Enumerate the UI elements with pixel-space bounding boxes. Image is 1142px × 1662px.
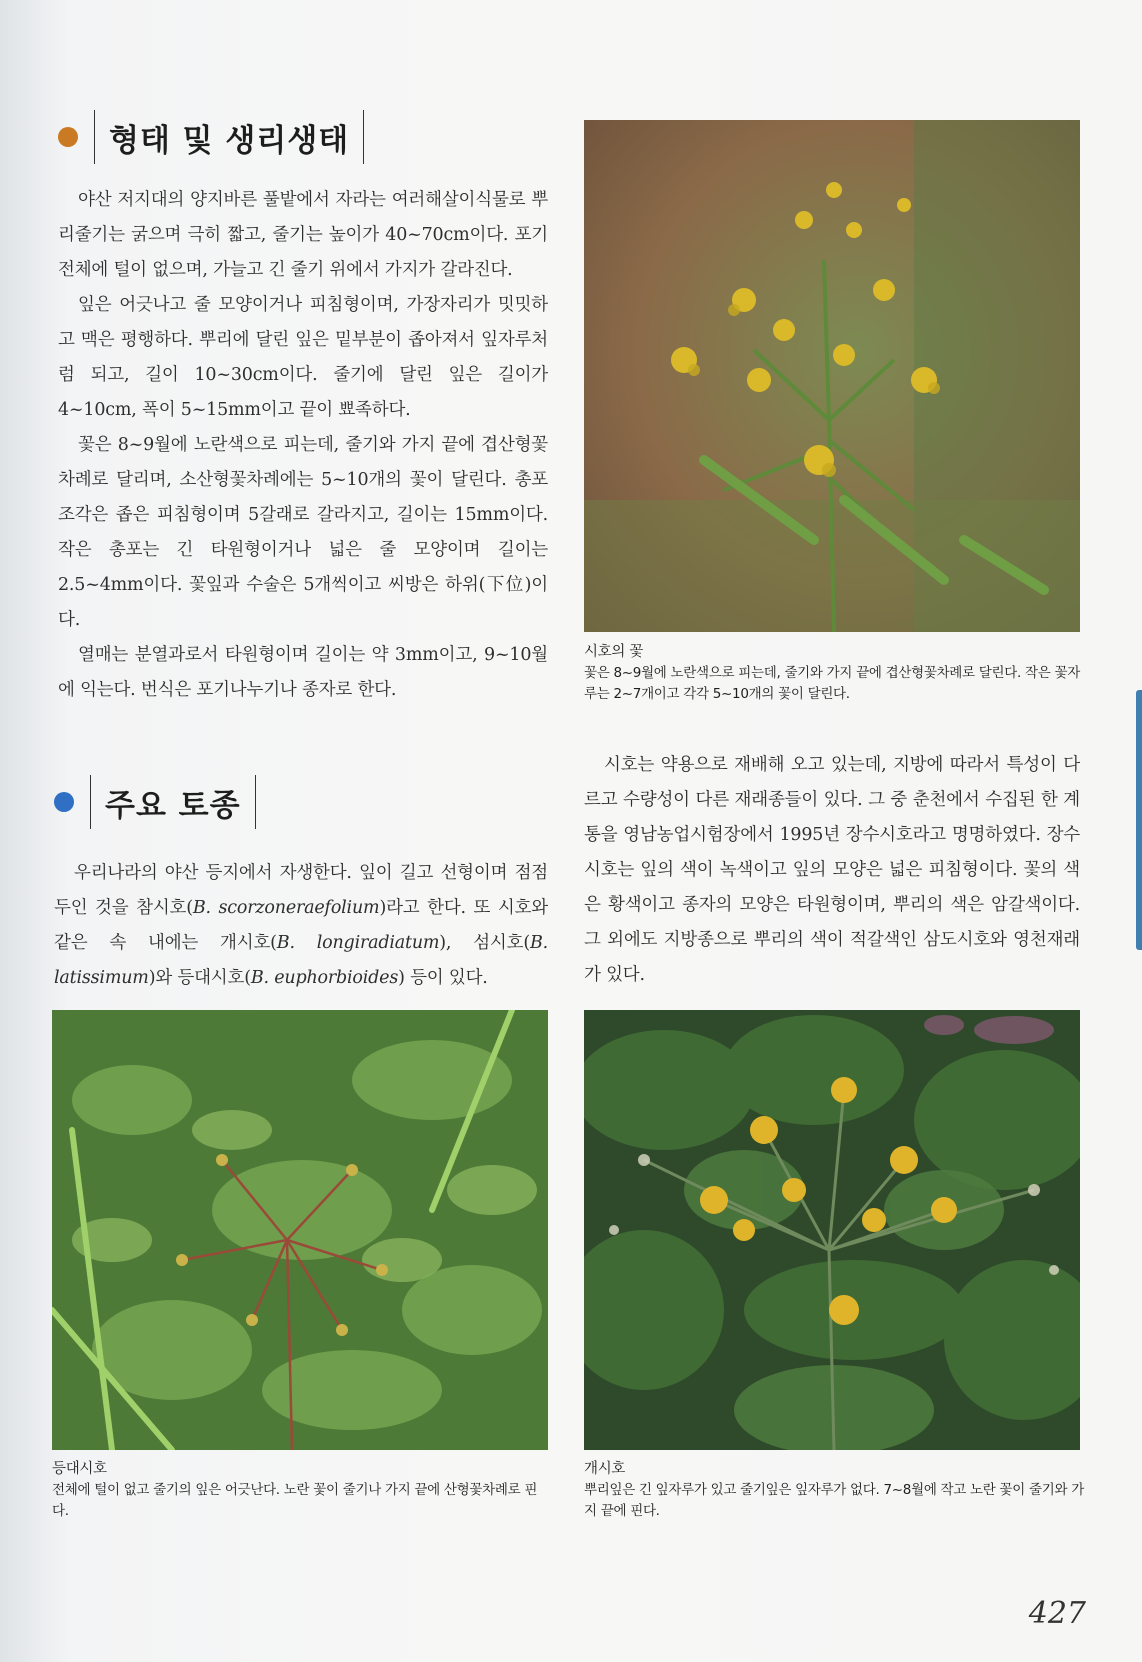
section-title: 주요 토종 bbox=[105, 787, 241, 824]
paragraph: 잎은 어긋나고 줄 모양이거나 피침형이며, 가장자리가 밋밋하고 맥은 평행하다. 뿌리에 달린 잎은 밑부분이 좁아져서 잎자루처럼 되고, 길이 10~30cm이다. 줄기에 달린 잎은 길이가 4~10cm, 폭이 5~15mm이고 끝이 뾰족하다. bbox=[58, 295, 548, 420]
caption-title: 개시호 bbox=[584, 1461, 626, 1477]
heading-divider bbox=[255, 775, 256, 829]
section-title: 형태 및 생리생태 bbox=[109, 122, 350, 159]
section-heading-morphology bbox=[58, 108, 364, 166]
caption-title: 등대시호 bbox=[52, 1461, 107, 1477]
photo-bupleurum-flower bbox=[584, 120, 1080, 632]
caption-deungdae-siho bbox=[52, 1459, 552, 1522]
text-run: ), 섬시호( bbox=[439, 933, 530, 953]
text-run: )와 등대시호( bbox=[148, 968, 251, 988]
photo-gae-siho bbox=[584, 1010, 1080, 1450]
paragraph bbox=[54, 856, 548, 996]
page-number: 427 bbox=[1028, 1596, 1086, 1631]
paragraph: 열매는 분열과로서 타원형이며 길이는 약 3mm이고, 9~10월에 익는다. 번식은 포기나누기나 종자로 한다. bbox=[58, 645, 548, 700]
scientific-name: B. longiradiatum bbox=[276, 933, 440, 953]
orange-bullet-icon bbox=[58, 127, 78, 147]
chapter-edge-tab bbox=[1136, 690, 1142, 950]
text-run: 우리나라의 야산 등지에서 자생한다. 잎이 길고 선형이며 점점두인 것을 참시호( bbox=[54, 863, 548, 918]
cultivar-body bbox=[584, 748, 1080, 993]
scientific-name: B. scorzoneraefolium bbox=[192, 898, 380, 918]
native-varieties-body bbox=[54, 856, 548, 996]
paragraph: 야산 저지대의 양지바른 풀밭에서 자라는 여러해살이식물로 뿌리줄기는 굵으며 극히 짧고, 줄기는 높이가 40~70cm이다. 포기 전체에 털이 없으며, 가늘고 긴 줄기 위에서 가지가 갈라진다. bbox=[58, 190, 548, 280]
photo-deungdae-siho bbox=[52, 1010, 548, 1450]
paragraph: 꽃은 8~9월에 노란색으로 피는데, 줄기와 가지 끝에 겹산형꽃차례로 달리며, 소산형꽃차례에는 5~10개의 꽃이 달린다. 총포조각은 좁은 피침형이며 5갈래로 갈라지고, 길이는 15mm이다. 작은 총포는 긴 타원형이거나 넓은 줄 모양이며 길이는 2.5~4mm이다. 꽃잎과 수술은 5개씩이고 씨방은 하위(下位)이다. bbox=[58, 435, 548, 630]
scientific-name: B. latissimum bbox=[54, 933, 548, 988]
text-run: ) 등이 있다. bbox=[398, 968, 488, 988]
morphology-body bbox=[58, 183, 548, 708]
caption-gae-siho bbox=[584, 1459, 1084, 1522]
caption-text: 뿌리잎은 긴 잎자루가 있고 줄기잎은 잎자루가 없다. 7~8월에 작고 노란 꽃이 줄기와 가지 끝에 핀다. bbox=[584, 1482, 1084, 1519]
heading-divider bbox=[363, 110, 364, 164]
text-run: )라고 한다. 또 시호와 같은 속 내에는 개시호( bbox=[54, 898, 549, 953]
caption-title: 시호의 꽃 bbox=[584, 644, 644, 660]
paragraph: 시호는 약용으로 재배해 오고 있는데, 지방에 따라서 특성이 다르고 수량성이 다른 재래종들이 있다. 그 중 춘천에서 수집된 한 계통을 영남농업시험장에서 1995년 장수시호라고 명명하였다. 장수시호는 잎의 색이 녹색이고 잎의 모양은 넓은 피침형이다. 꽃의 색은 황색이고 종자의 모양은 타원형이며, 뿌리의 색은 암갈색이다. 그 외에도 지방종으로 뿌리의 색이 적갈색인 삼도시호와 영천재래가 있다. bbox=[584, 755, 1080, 985]
scientific-name: B. euphorbioides bbox=[250, 968, 399, 988]
section-heading-native-varieties bbox=[54, 773, 256, 831]
caption-bupleurum-flower bbox=[584, 642, 1084, 705]
blue-bullet-icon bbox=[54, 792, 74, 812]
caption-text: 전체에 털이 없고 줄기의 잎은 어긋난다. 노란 꽃이 줄기나 가지 끝에 산형꽃차례로 핀다. bbox=[52, 1482, 538, 1519]
caption-text: 꽃은 8~9월에 노란색으로 피는데, 줄기와 가지 끝에 겹산형꽃차례로 달린다. 작은 꽃자루는 2~7개이고 각각 5~10개의 꽃이 달린다. bbox=[584, 665, 1080, 702]
